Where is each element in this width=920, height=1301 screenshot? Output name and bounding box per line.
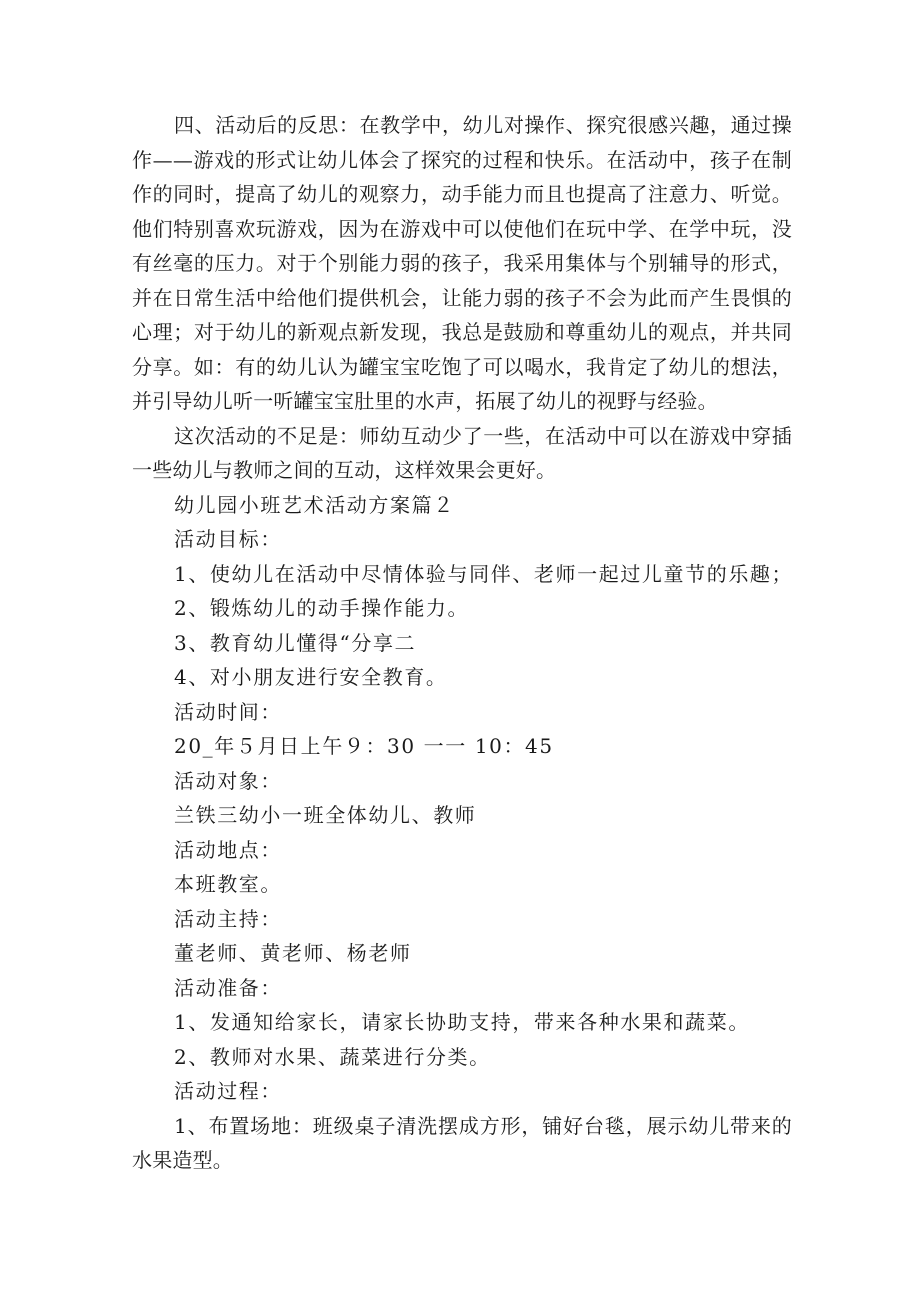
goal-item-4: 4、对小朋友进行安全教育。 <box>174 665 448 689</box>
heading-host: 活动主持： <box>174 906 282 931</box>
goal-item-1: 1、使幼儿在活动中尽情体验与同伴、老师一起过儿童节的乐趣； <box>174 561 794 586</box>
preparation-item-2: 2、教师对水果、蔬菜进行分类。 <box>174 1044 491 1069</box>
preparation-item-1: 1、发通知给家长，请家长协助支持，带来各种水果和蔬菜。 <box>174 1010 750 1034</box>
heading-preparation: 活动准备： <box>174 975 282 1000</box>
audience-value: 兰铁三幼小一班全体幼儿、教师 <box>174 803 477 827</box>
heading-location: 活动地点： <box>174 837 282 862</box>
heading-goals: 活动目标： <box>174 527 282 551</box>
goal-item-3: 3、教育幼儿懂得“分享二 <box>174 630 417 655</box>
section-title: 幼儿园小班艺术活动方案篇２ <box>174 492 455 517</box>
document-body <box>132 108 792 1178</box>
time-value: 20_年５月日上午９：30 一一 10：45 <box>174 734 554 758</box>
goal-item-2: 2、锻炼幼儿的动手操作能力。 <box>174 596 470 620</box>
heading-audience: 活动对象： <box>174 768 282 793</box>
process-step-1: 1、布置场地：班级桌子清洗摆成方形，铺好台毯，展示幼儿带来的水果造型。 <box>132 1113 792 1172</box>
location-value: 本班教室。 <box>174 872 282 896</box>
heading-process: 活动过程： <box>174 1079 282 1103</box>
shortcoming-paragraph: 这次活动的不足是：师幼互动少了一些，在活动中可以在游戏中穿插一些幼儿与教师之间的互动，这样效果会更好。 <box>132 423 792 482</box>
heading-time: 活动时间： <box>174 699 282 724</box>
host-value: 董老师、黄老师、杨老师 <box>174 941 412 965</box>
reflection-paragraph: 四、活动后的反思：在教学中，幼儿对操作、探究很感兴趣，通过操作——游戏的形式让幼儿体会了探究的过程和快乐。在活动中，孩子在制作的同时，提高了幼儿的观察力，动手能力而且也提高了注意力、听觉。他们特别喜欢玩游戏，因为在游戏中可以使他们在玩中学、在学中玩，没有丝毫的压力。对于个别能力弱的孩子，我采用集体与个别辅导的形式，并在日常生活中给他们提供机会，让能力弱的孩子不会为此而产生畏惧的心理；对于幼儿的新观点新发现，我总是鼓励和尊重幼儿的观点，并共同分享。如：有的幼儿认为罐宝宝吃饱了可以喝水，我肯定了幼儿的想法，并引导幼儿听一听罐宝宝肚里的水声，拓展了幼儿的视野与经验。 <box>132 113 792 413</box>
